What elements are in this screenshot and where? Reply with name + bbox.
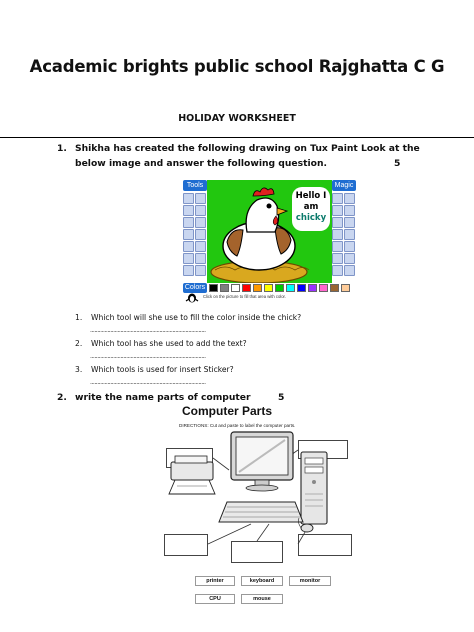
brush-icon <box>344 193 355 204</box>
brush-icon <box>344 217 355 228</box>
school-title: Academic brights public school Rajghatta C G <box>29 57 445 76</box>
colors-bar <box>183 283 356 293</box>
word-card: CPU <box>195 594 235 604</box>
brush-icon <box>332 193 343 204</box>
magic-panel <box>332 180 356 286</box>
color-swatch <box>308 284 317 292</box>
brush-icon <box>332 265 343 276</box>
bubble-line-3: chicky <box>295 213 327 223</box>
question-text: write the name parts of computer <box>75 392 251 403</box>
brush-icon <box>332 241 343 252</box>
quit-icon <box>195 265 206 276</box>
penguin-icon <box>185 293 199 303</box>
text-icon <box>183 217 194 228</box>
bubble-line-2: am <box>303 202 319 212</box>
magic-tab: Magic <box>332 180 356 191</box>
question-text: Shikha has created the following drawing on Tux Paint Look at the below image and answer the following question. <box>75 143 420 169</box>
color-swatch <box>242 284 251 292</box>
answer-line: ................................................................................ <box>90 379 206 386</box>
computer-parts-directions: DIRECTIONS: Cut and paste to label the computer parts. <box>179 423 296 428</box>
brush-icon <box>332 229 343 240</box>
word-card: printer <box>195 576 235 586</box>
eraser-icon <box>183 241 194 252</box>
word-card: monitor <box>289 576 331 586</box>
computer-parts-image <box>161 404 361 614</box>
magic-icon <box>195 217 206 228</box>
save-icon <box>195 253 206 264</box>
brush-icon <box>332 217 343 228</box>
speech-bubble <box>292 187 330 231</box>
shape-icon <box>195 205 206 216</box>
subquestion-number: 3. <box>75 365 83 374</box>
word-card: mouse <box>241 594 283 604</box>
color-swatch <box>209 284 218 292</box>
word-card: keyboard <box>241 576 283 586</box>
stamp-icon <box>195 193 206 204</box>
color-swatch <box>286 284 295 292</box>
answer-line: ................................................................................ <box>90 353 206 360</box>
subquestion-text: Which tool will she use to fill the color inside the chick? <box>91 313 302 322</box>
colors-tab: Colors <box>184 284 206 291</box>
brush-icon <box>332 253 343 264</box>
question-marks: 5 <box>394 158 401 169</box>
divider <box>0 137 474 138</box>
subquestion-number: 1. <box>75 313 83 322</box>
color-swatch <box>341 284 350 292</box>
worksheet-title: HOLIDAY WORKSHEET <box>178 113 296 124</box>
computer-parts-title: Computer Parts <box>182 404 273 418</box>
drawing-canvas <box>207 180 332 283</box>
redo-icon <box>195 229 206 240</box>
color-swatch <box>253 284 262 292</box>
new-icon <box>195 241 206 252</box>
question-number: 2. <box>57 392 67 403</box>
subquestion-text: Which tools is used for insert Sticker? <box>91 365 234 374</box>
question-marks: 5 <box>278 392 285 403</box>
brush-icon <box>344 265 355 276</box>
print-icon <box>183 265 194 276</box>
tux-hint: Click on the picture to fill that area with color. <box>203 294 286 299</box>
tools-tab: Tools <box>183 180 207 191</box>
brush-icon <box>332 205 343 216</box>
color-swatch <box>319 284 328 292</box>
answer-line: ................................................................................ <box>90 327 206 334</box>
subquestion-text: Which tool has she used to add the text? <box>91 339 247 348</box>
brush-icon <box>344 205 355 216</box>
open-icon <box>183 253 194 264</box>
brush-icon <box>344 241 355 252</box>
color-swatch <box>220 284 229 292</box>
brush-icon <box>344 253 355 264</box>
computer-drawing <box>161 404 361 574</box>
subquestion-number: 2. <box>75 339 83 348</box>
color-swatch <box>231 284 240 292</box>
paint-icon <box>183 193 194 204</box>
color-swatch <box>297 284 306 292</box>
color-swatch <box>330 284 339 292</box>
brush-icon <box>344 229 355 240</box>
color-swatch <box>275 284 284 292</box>
tools-panel <box>183 180 207 286</box>
bubble-line-1: Hello I <box>295 191 327 201</box>
undo-icon <box>183 229 194 240</box>
line-icon <box>183 205 194 216</box>
question-number: 1. <box>57 143 67 154</box>
color-swatch <box>264 284 273 292</box>
tux-paint-image <box>183 170 356 301</box>
